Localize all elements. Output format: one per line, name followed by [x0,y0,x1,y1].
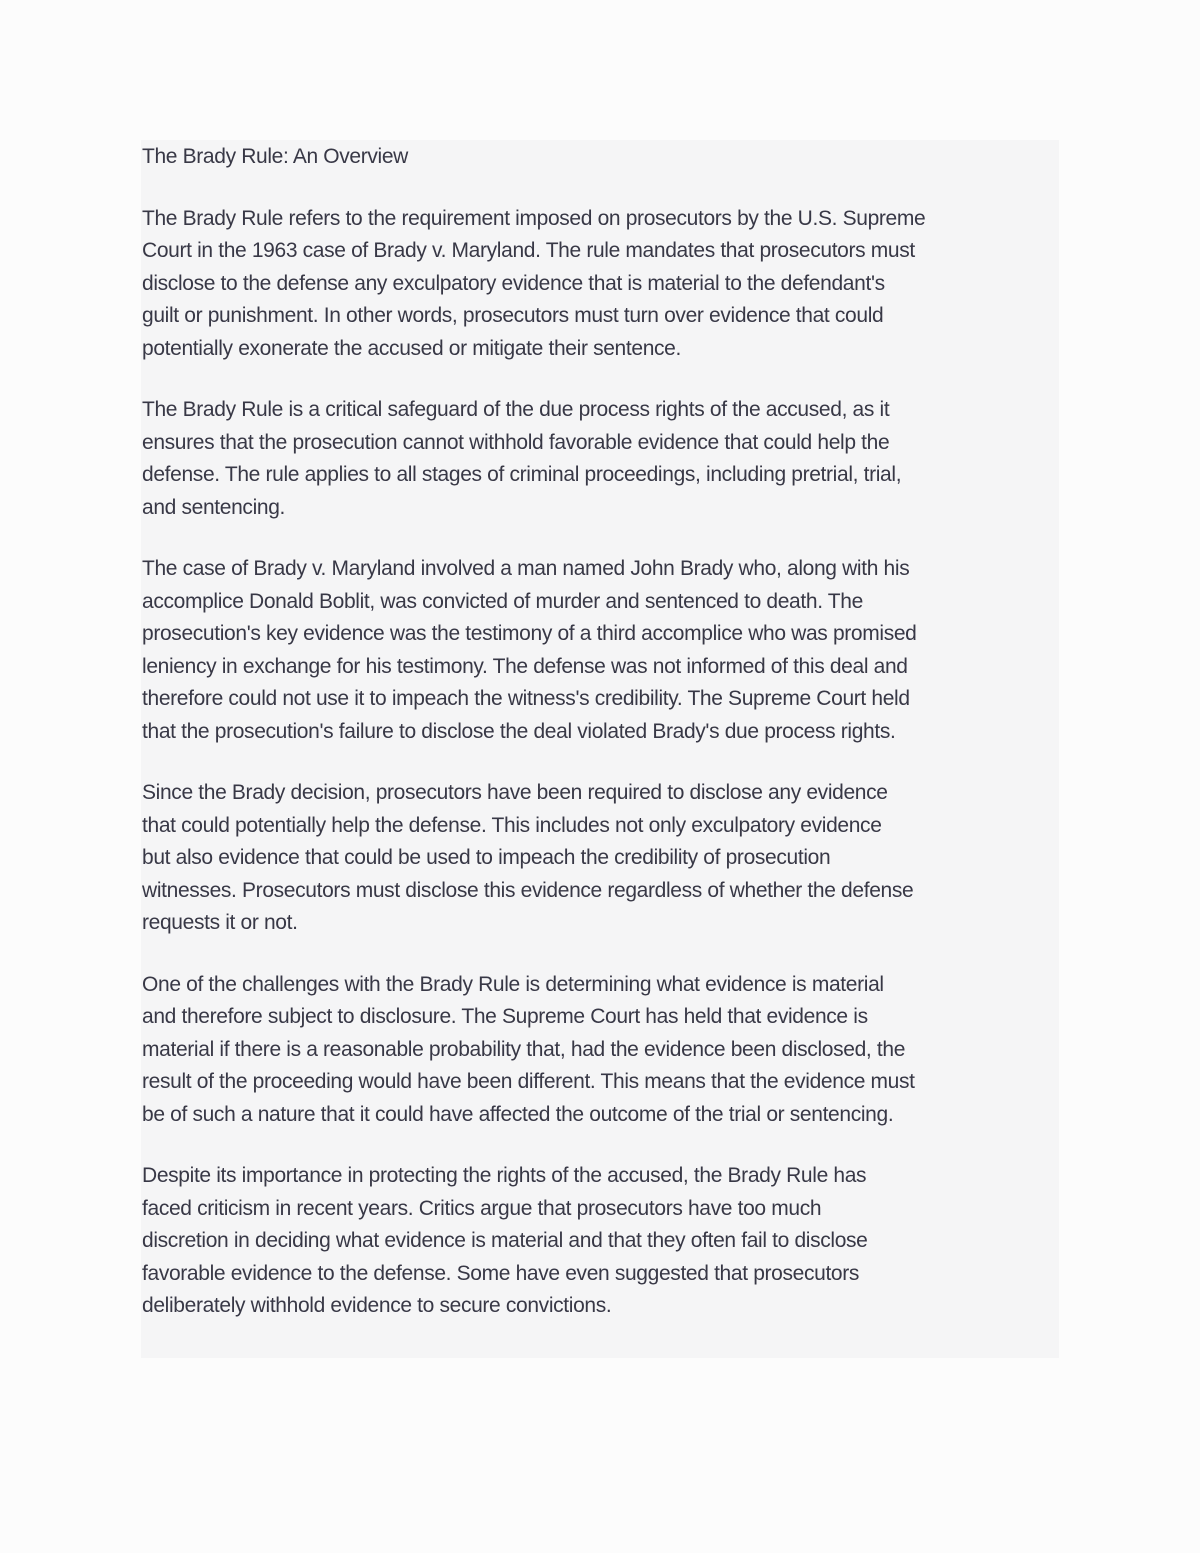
document-title: The Brady Rule: An Overview [142,145,409,168]
paragraph-disclosure-requirement: Since the Brady decision, prosecutors have been required to disclose any evidence that could potentially help the defense. This includes not only exculpatory evidence but also evidence that could be used to impeach the credibility of prosecution witnesses. Prosecutors must disclose this evidence regardless of whether the defense requests it or not. [142,781,914,934]
paragraph-case-history: The case of Brady v. Maryland involved a man named John Brady who, along with his accomplice Donald Boblit, was convicted of murder and sentenced to death. The prosecution's key evidence was the testimony of a third accomplice who was promised leniency in exchange for his testimony. The defense was not informed of this deal and therefore could not use it to impeach the witness's credibility. The Supreme Court held that the prosecution's failure to disclose the deal violated Brady's due process rights. [142,557,917,743]
document-body [142,141,1062,1352]
paragraph-due-process: The Brady Rule is a critical safeguard of the due process rights of the accused, as it ensures that the prosecution cannot withhold favorable evidence that could help the defense. The rule applies to all stages of criminal proceedings, including pretrial, trial, and sentencing. [142,398,902,519]
paragraph-definition: The Brady Rule refers to the requirement imposed on prosecutors by the U.S. Supreme Court in the 1963 case of Brady v. Maryland. The rule mandates that prosecutors must disclose to the defense any exculpatory evidence that is material to the defendant's guilt or punishment. In other words, prosecutors must turn over evidence that could potentially exonerate the accused or mitigate their sentence. [142,206,926,360]
paragraph-criticism: Despite its importance in protecting the rights of the accused, the Brady Rule has faced criticism in recent years. Critics argue that prosecutors have too much discretion in deciding what evidence is material and that they often fail to disclose favorable evidence to the defense. Some have even suggested that prosecutors deliberately withhold evidence to secure convictions. [142,1164,868,1317]
paragraph-materiality: One of the challenges with the Brady Rule is determining what evidence is material and therefore subject to disclosure. The Supreme Court has held that evidence is material if there is a reasonable probability that, had the evidence been disclosed, the result of the proceeding would have been different. This means that the evidence must be of such a nature that it could have affected the outcome of the trial or sentencing. [142,972,915,1126]
